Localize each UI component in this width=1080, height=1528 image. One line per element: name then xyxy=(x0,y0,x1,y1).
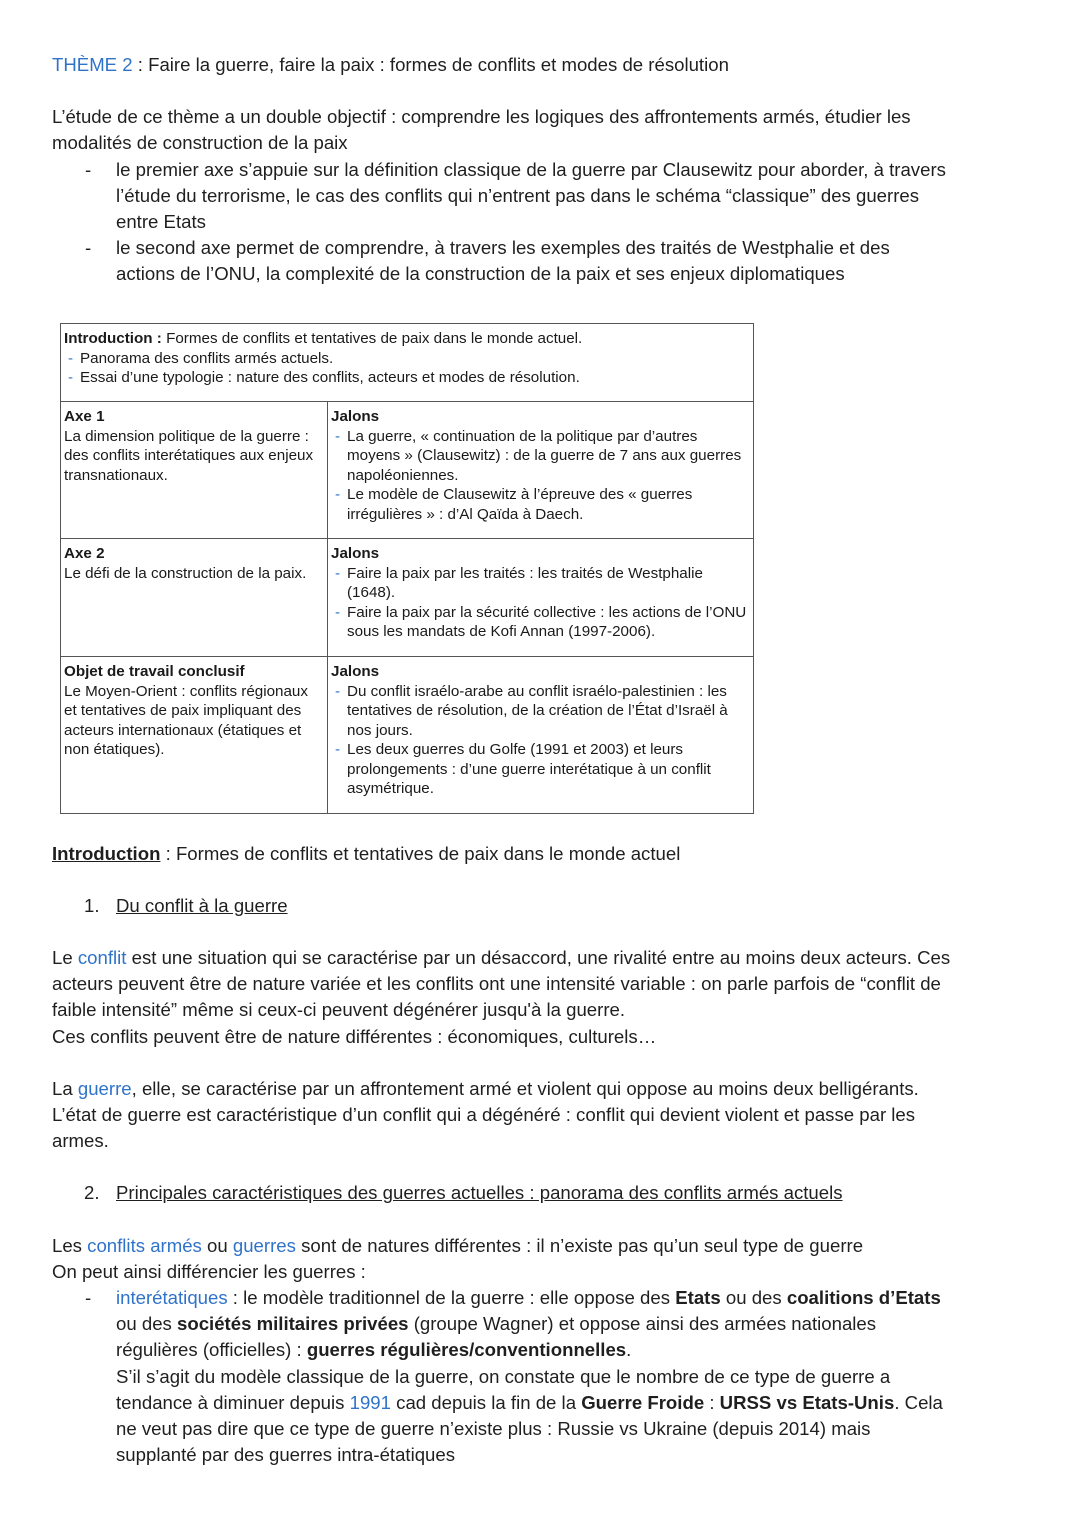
bold-run: guerres régulières/conventionnelles xyxy=(306,1339,627,1361)
theme-heading xyxy=(52,52,952,78)
conclusif-right-cell xyxy=(328,657,754,814)
jalon-item: - Faire la paix par les traités : les traités de Westphalie (1648). xyxy=(331,564,750,603)
program-intro-item: - Panorama des conflits armés actuels. xyxy=(64,349,750,369)
program-intro-title: Formes de conflits et tentatives de paix dans le monde actuel. xyxy=(161,330,583,347)
conclusif-left-cell xyxy=(61,657,328,814)
section1-heading xyxy=(52,893,952,919)
year-1991: 1991 xyxy=(349,1391,391,1413)
axe1-right-cell xyxy=(328,402,754,539)
program-intro-item: - Essai d’une typologie : nature des conflits, acteurs et modes de résolution. xyxy=(64,368,750,388)
text-run: : xyxy=(704,1391,720,1413)
axe2-right-cell xyxy=(328,539,754,657)
bold-run: Etats xyxy=(675,1287,721,1309)
introduction-heading xyxy=(52,841,952,867)
text-run: S’il s’agit du modèle classique de la guerre, on constate que le nombre de ce type de guerre a tendance à diminuer depuis xyxy=(116,1365,891,1413)
types-mid: ou xyxy=(201,1234,233,1256)
conclusif-text: Le Moyen-Orient : conflits régionaux et tentatives de paix impliquant des acteurs internationaux (étatiques et non étatiques). xyxy=(64,682,308,758)
conflit-post: est une situation qui se caractérise par un désaccord, une rivalité entre au moins deux acteurs. Ces acteurs peuvent être de nature variée et les conflits ont une intensité variable : on parle parfois de “conflit de faible intensité” même si ceux-ci peuvent dégénérer jusqu'à la guerre. xyxy=(52,947,951,1021)
conflit-term: conflit xyxy=(77,947,127,969)
axes-bullet: - le second axe permet de comprendre, à travers les exemples des traités de Westphalie et des actions de l’ONU, la complexité de la construction de la paix et ses enjeux diplomatiques xyxy=(52,235,952,287)
interetatiques-term: interétatiques xyxy=(116,1287,228,1309)
section2-list xyxy=(52,1180,952,1206)
jalon-item: - Faire la paix par la sécurité collective : les actions de l’ONU sous les mandats de Kofi Annan (1997-2006). xyxy=(331,603,750,642)
program-table xyxy=(60,323,754,814)
theme-label: THÈME 2 xyxy=(52,54,133,75)
jalon-item: - La guerre, « continuation de la politique par d’autres moyens » (Clausewitz) : de la guerre de 7 ans aux guerres napoléoniennes. xyxy=(331,427,750,486)
jalon-item: - Le modèle de Clausewitz à l’épreuve des « guerres irrégulières » : d’Al Qaïda à Daech. xyxy=(331,485,750,524)
jalon-item: - Du conflit israélo-arabe au conflit israélo-palestinien : les tentatives de résolution, de la création de l’État d’Israël à nos jours. xyxy=(331,682,750,741)
conclusif-jalons-title: Jalons xyxy=(331,663,380,680)
text-run: (groupe Wagner) et oppose ainsi des armées nationales régulières (officielles) : xyxy=(116,1313,877,1361)
conflit-pre: Le xyxy=(52,947,78,969)
program-intro-cell xyxy=(61,324,754,402)
text-run: . Cela ne veut pas dire que ce type de guerre n’existe plus : Russie vs Ukraine (depuis 2014) mais supplanté par des guerres intra-étatiques xyxy=(116,1391,943,1466)
axe1-jalons-title: Jalons xyxy=(331,408,380,425)
axe2-text: Le défi de la construction de la paix. xyxy=(64,564,307,582)
bold-run: sociétés militaires privées xyxy=(177,1313,409,1335)
section1-number: 1. xyxy=(84,894,100,916)
introduction-label: Introduction xyxy=(52,842,161,864)
axe2-title: Axe 2 xyxy=(64,545,105,562)
section1-title: Du conflit à la guerre xyxy=(116,894,288,916)
theme-title: : Faire la guerre, faire la paix : formes de conflits et modes de résolution xyxy=(132,54,729,75)
axes-list xyxy=(52,157,952,288)
axe2-jalons-title: Jalons xyxy=(331,545,380,562)
types-line2: On peut ainsi différencier les guerres : xyxy=(52,1260,366,1282)
bold-run: Guerre Froide xyxy=(581,1391,705,1413)
program-table-image xyxy=(60,323,754,814)
bold-run: coalitions d’Etats xyxy=(786,1287,941,1309)
conclusif-title: Objet de travail conclusif xyxy=(64,663,245,680)
axe1-left-cell xyxy=(61,402,328,539)
section1-list xyxy=(52,893,952,919)
axe1-jalons-list xyxy=(331,427,750,525)
axe1-text: La dimension politique de la guerre : des conflits interétatiques aux enjeux transnationaux. xyxy=(64,427,314,484)
guerre-paragraph xyxy=(52,1076,952,1155)
conflit-paragraph xyxy=(52,945,952,1024)
types-term1: conflits armés xyxy=(87,1234,202,1256)
text-run: cad depuis la fin de la xyxy=(391,1391,582,1413)
axe2-left-cell xyxy=(61,539,328,657)
axes-bullet: - le premier axe s’appuie sur la définition classique de la guerre par Clausewitz pour aborder, à travers l’étude du terrorisme, le cas des conflits qui n’entrent pas dans le schéma “classique” des guerres entre Etats xyxy=(52,157,952,236)
intro-paragraph: L’étude de ce thème a un double objectif : comprendre les logiques des affrontements armés, étudier les modalités de construction de la paix xyxy=(52,106,911,154)
axe2-jalons-list xyxy=(331,564,750,642)
conclusif-jalons-list xyxy=(331,682,750,799)
guerres-list xyxy=(52,1285,952,1468)
jalon-item: - Les deux guerres du Golfe (1991 et 2003) et leurs prolongements : d’une guerre interétatique à un conflit asymétrique. xyxy=(331,740,750,799)
guerre-post: , elle, se caractérise par un affrontement armé et violent qui oppose au moins deux belligérants. L’état de guerre est caractéristique d’un conflit qui a dégénéré : conflit qui devient violent et passe par les armes. xyxy=(52,1077,919,1152)
conflit-line2: Ces conflits peuvent être de nature différentes : économiques, culturels… xyxy=(52,1025,657,1047)
types-term2: guerres xyxy=(232,1234,296,1256)
bold-run: URSS vs Etats-Unis xyxy=(719,1391,895,1413)
guerre-term: guerre xyxy=(77,1077,132,1099)
axe1-title: Axe 1 xyxy=(64,408,105,425)
types-post: sont de natures différentes : il n’existe pas qu’un seul type de guerre xyxy=(295,1234,864,1256)
types-paragraph xyxy=(52,1233,952,1259)
program-intro-label: Introduction : xyxy=(64,330,162,347)
program-intro-list xyxy=(64,349,750,388)
interetatiques-item xyxy=(52,1285,952,1468)
introduction-title: : Formes de conflits et tentatives de paix dans le monde actuel xyxy=(160,842,681,864)
text-run: . xyxy=(626,1339,632,1361)
guerre-pre: La xyxy=(52,1077,78,1099)
section2-heading xyxy=(52,1180,952,1206)
section2-title: Principales caractéristiques des guerres actuelles : panorama des conflits armés actuels xyxy=(116,1182,843,1204)
text-run: : le modèle traditionnel de la guerre : elle oppose des xyxy=(227,1287,676,1309)
types-pre: Les xyxy=(52,1234,88,1256)
section2-number: 2. xyxy=(84,1182,100,1204)
text-run: ou des xyxy=(116,1313,177,1335)
text-run: ou des xyxy=(720,1287,787,1309)
